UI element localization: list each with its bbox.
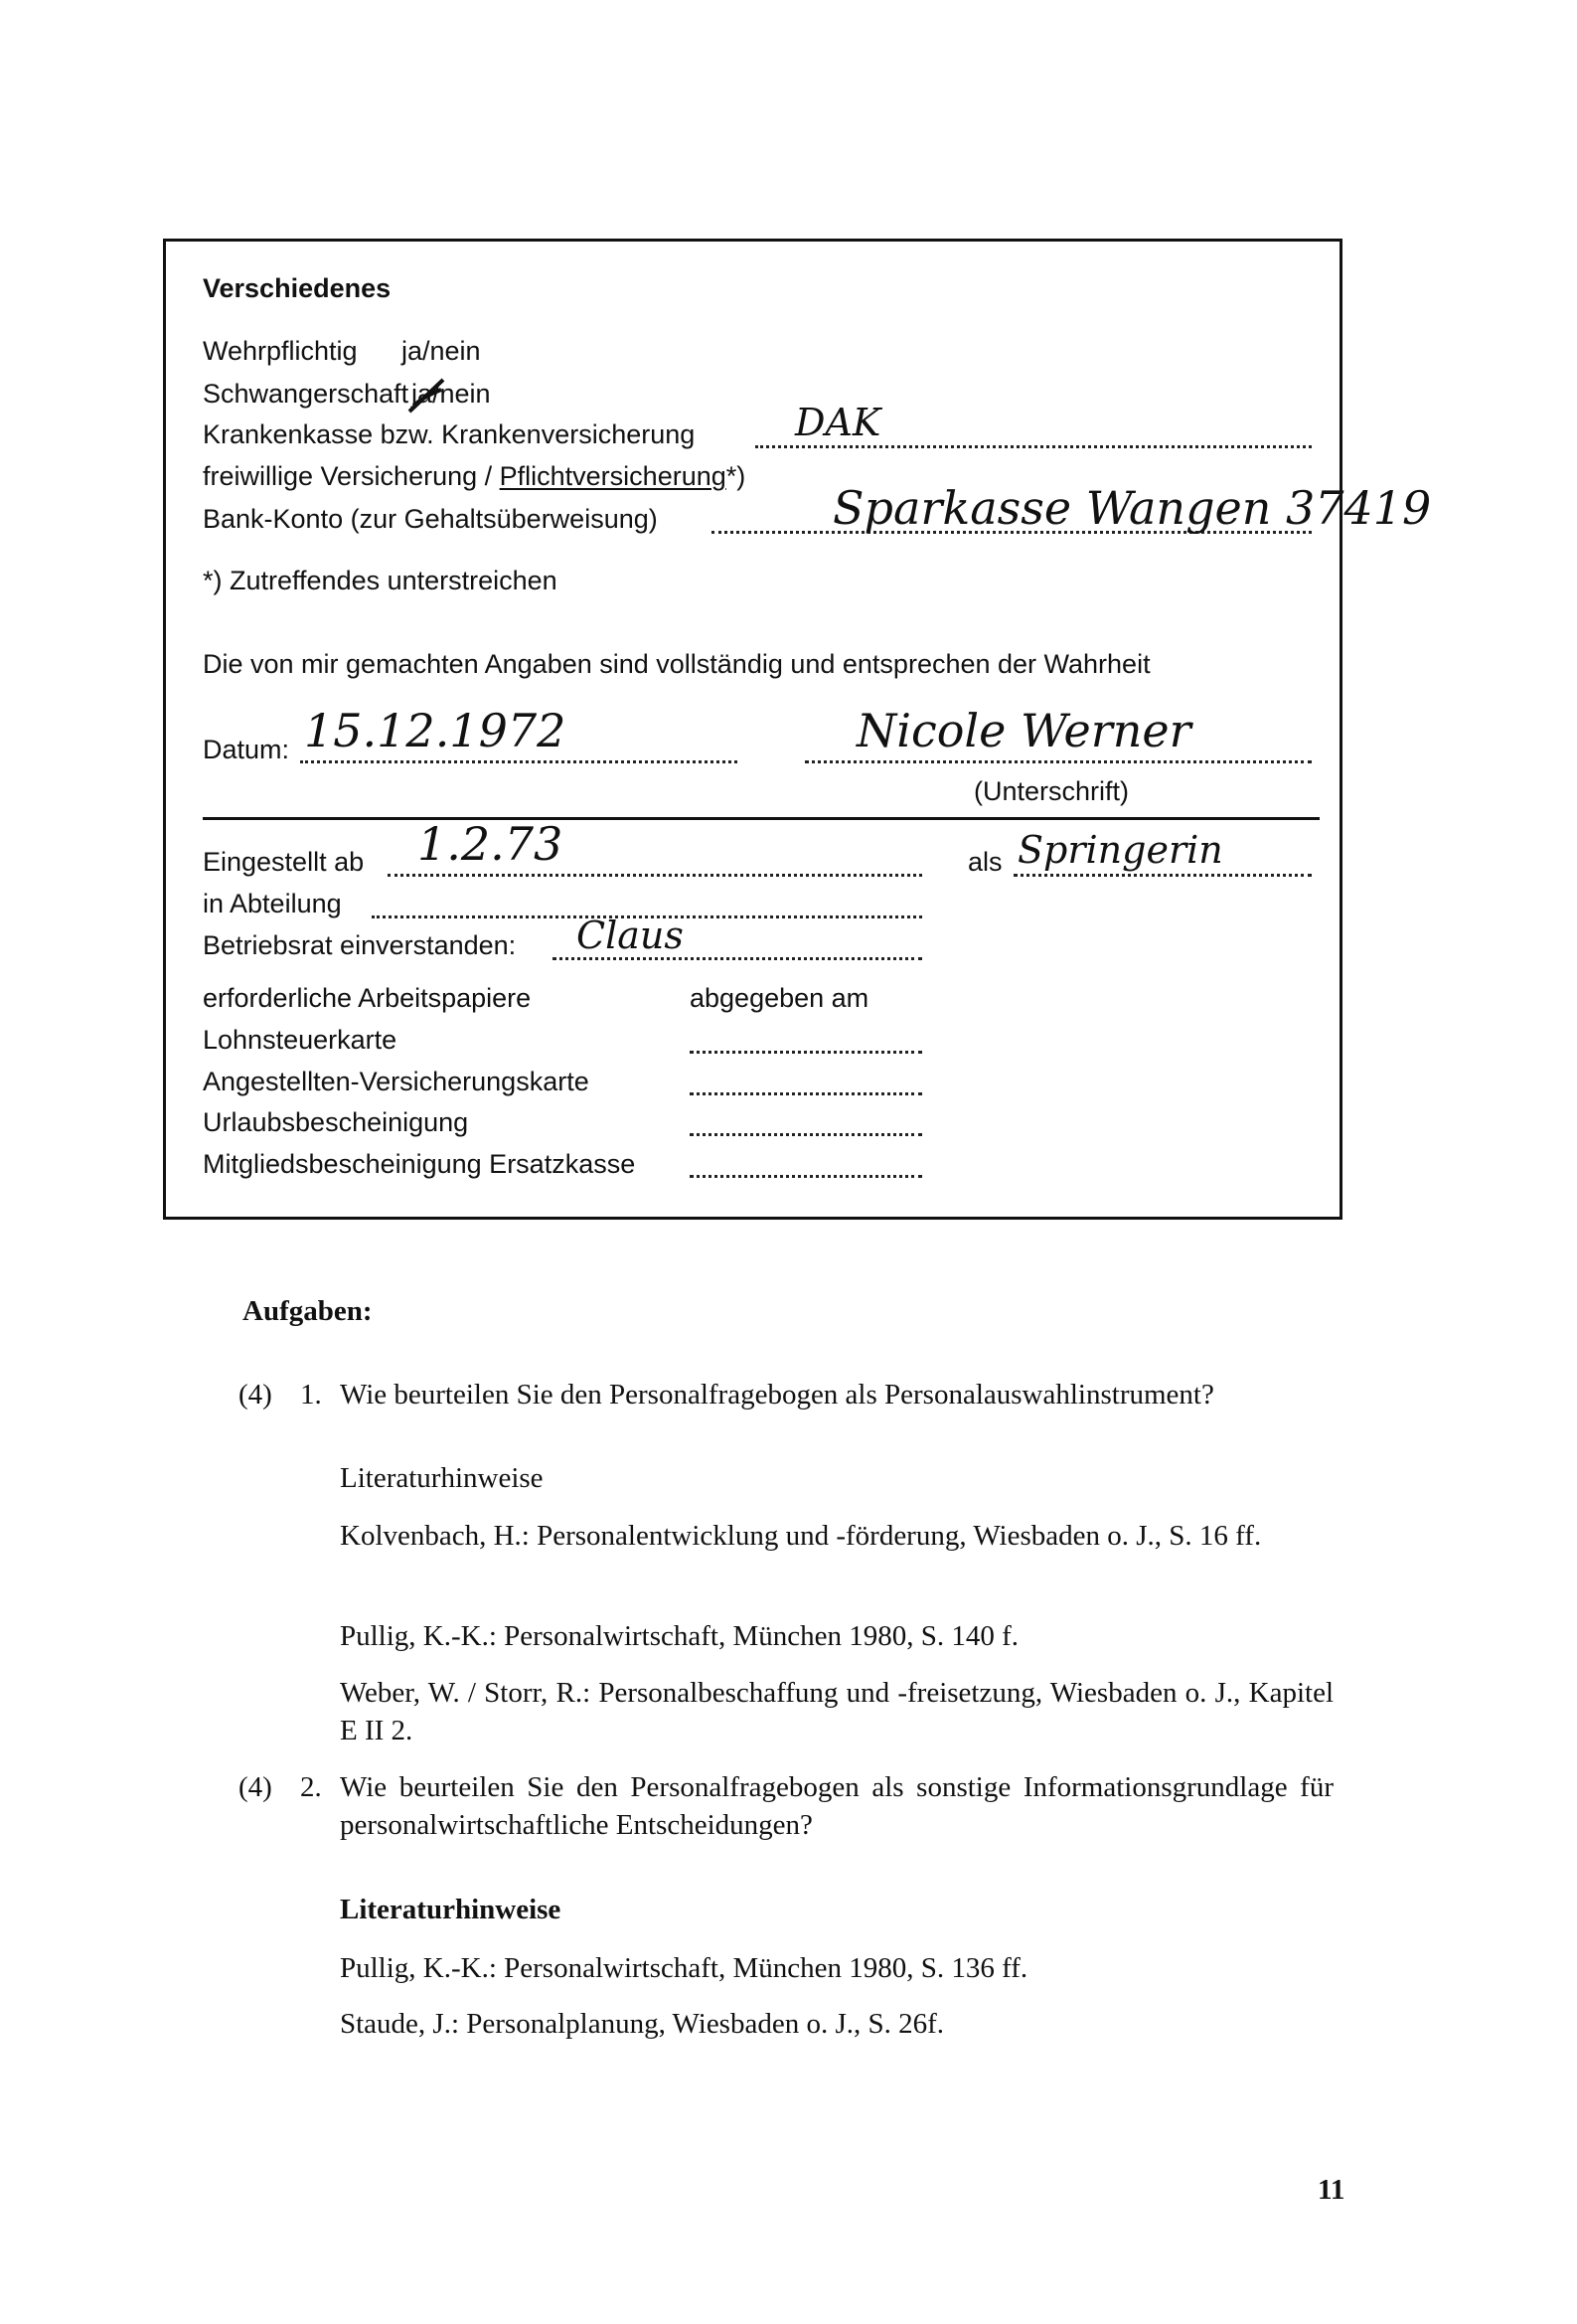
- task-question: Wie beurteilen Sie den Personalfragebogen als Personalauswahlinstrument?: [340, 1379, 1214, 1411]
- schwangerschaft-options: ja/nein: [411, 379, 491, 409]
- papiere-item-line: [690, 1175, 922, 1178]
- task-points: (4): [238, 1379, 272, 1411]
- versicherung-line: [203, 460, 745, 492]
- aufgaben-heading: Aufgaben:: [242, 1295, 373, 1327]
- literature-heading: Literaturhinweise: [340, 1462, 544, 1494]
- datum-label: Datum:: [203, 735, 290, 764]
- betriebsrat-label: Betriebsrat einverstanden:: [203, 930, 517, 960]
- als-line: [1014, 874, 1312, 877]
- task-question: Wie beurteilen Sie den Personalfragebogen als sonstige Informationsgrundlage für personalwirtschaftliche Entscheidungen?: [340, 1771, 1334, 1841]
- eingestellt-label: Eingestellt ab: [203, 847, 365, 877]
- strikethrough-mark: [405, 376, 447, 415]
- papiere-item-line: [690, 1133, 922, 1136]
- page-number: 11: [1318, 2174, 1345, 2206]
- literature-heading: Literaturhinweise: [340, 1894, 561, 1925]
- literature-ref: Pullig, K.-K.: Personalwirtschaft, München 1980, S. 140 f.: [340, 1620, 1020, 1652]
- section-title: Verschiedenes: [203, 273, 392, 303]
- datum-value: 15.12.1972: [304, 704, 566, 757]
- literature-ref: Staude, J.: Personalplanung, Wiesbaden o. J., S. 26f.: [340, 2008, 945, 2040]
- schwangerschaft-label: Schwangerschaft: [203, 379, 409, 409]
- footnote: *) Zutreffendes unterstreichen: [203, 566, 557, 595]
- task-points: (4): [238, 1771, 272, 1803]
- als-value: Springerin: [1018, 828, 1223, 872]
- unterschrift-caption: (Unterschrift): [974, 776, 1130, 806]
- papiere-item: Lohnsteuerkarte: [203, 1025, 397, 1055]
- als-label: als: [968, 847, 1003, 877]
- literature-ref: Weber, W. / Storr, R.: Personalbeschaffung und -freisetzung, Wiesbaden o. J., Kapitel E II 2.: [340, 1677, 1334, 1746]
- unterschrift-line: [805, 760, 1312, 763]
- krankenkasse-label: Krankenkasse bzw. Krankenversicherung: [203, 419, 696, 449]
- papiere-item-line: [690, 1092, 922, 1095]
- betriebsrat-value: Claus: [576, 913, 684, 957]
- eingestellt-value: 1.2.73: [417, 817, 563, 871]
- krankenkasse-line: [755, 445, 1312, 448]
- abteilung-label: in Abteilung: [203, 889, 342, 918]
- papiere-header-right: abgegeben am: [690, 983, 869, 1013]
- task-number: 2.: [300, 1771, 322, 1803]
- bankkonto-value: Sparkasse Wangen 37419: [833, 481, 1432, 535]
- papiere-item: Angestellten-Versicherungskarte: [203, 1067, 589, 1096]
- versicherung-suffix: *): [725, 461, 746, 491]
- task-number: 1.: [300, 1379, 322, 1411]
- divider: [203, 817, 1320, 820]
- datum-line: [300, 760, 737, 763]
- literature-ref: Kolvenbach, H.: Personalentwicklung und -förderung, Wiesbaden o. J., S. 16 ff.: [340, 1520, 1262, 1552]
- eingestellt-line: [388, 874, 922, 877]
- unterschrift-value: Nicole Werner: [857, 704, 1191, 757]
- papiere-item: Mitgliedsbescheinigung Ersatzkasse: [203, 1149, 636, 1179]
- papiere-header-left: erforderliche Arbeitspapiere: [203, 983, 532, 1013]
- pflichtversicherung-underlined: Pflichtversicherung: [499, 461, 726, 491]
- wehrpflichtig-label: Wehrpflichtig: [203, 336, 358, 366]
- declaration: Die von mir gemachten Angaben sind vollständig und entsprechen der Wahrheit: [203, 649, 1151, 679]
- krankenkasse-value: DAK: [795, 401, 881, 444]
- versicherung-prefix: freiwillige Versicherung /: [203, 461, 500, 491]
- wehrpflichtig-options: ja/nein: [401, 336, 481, 366]
- literature-ref: Pullig, K.-K.: Personalwirtschaft, München 1980, S. 136 ff.: [340, 1952, 1028, 1984]
- papiere-item: Urlaubsbescheinigung: [203, 1107, 469, 1137]
- bankkonto-label: Bank-Konto (zur Gehaltsüberweisung): [203, 504, 658, 534]
- papiere-item-line: [690, 1051, 922, 1054]
